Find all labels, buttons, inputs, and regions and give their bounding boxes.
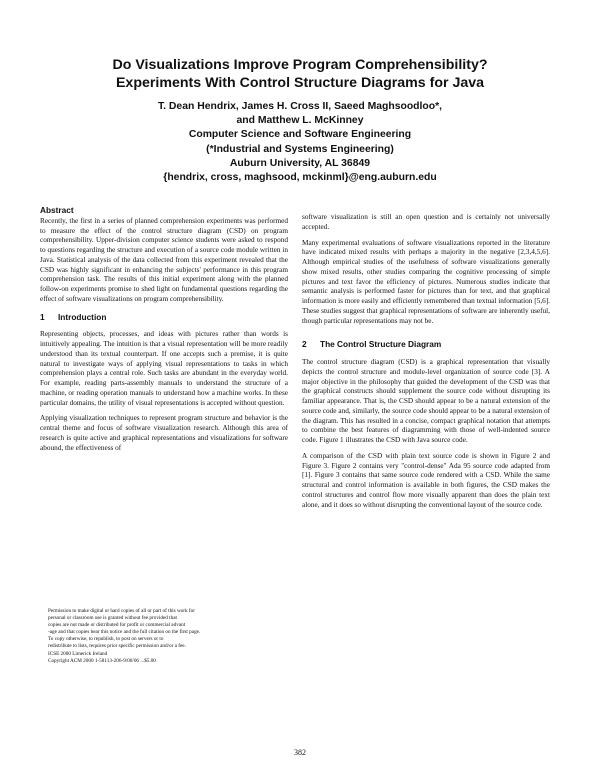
- paper-title: [40, 56, 560, 92]
- title-line-1: Do Visualizations Improve Program Comprehensibility?: [112, 57, 488, 73]
- csd-paragraph-1: The control structure diagram (CSD) is a graphical representation that visually depicts the control structure and module-level organization of source code [3]. A major objective in the philosophy that guided the development of the CSD was that the graphical constructs should supplement the source code without disrupting its familiar appearance. That is, the CSD should appear to be a natural extension of the source code and, similarly, the source code should appear to be a natural extension of the diagram. This has resulted in a concise, compact graphical notation that attempts to combine the best features of diagramming with those of well-indented source code. Figure 1 illustrates the CSD with Java source code.: [302, 358, 550, 444]
- csd-paragraph-2: A comparison of the CSD with plain text source code is shown in Figure 2 and Figure 3. Figure 2 contains very "control-dense" Ada 95 source code adapted from [1]. Figure 3 contains that same source code rendered with a CSD. While the same structural and control information is available in both figures, the CSD makes the control structures and control flow more visually apparent than does the plain text alone, and it does so without disrupting the conventional layout of the source code.: [302, 451, 550, 509]
- footnote-line: personal or classroom use is granted without fee provided that: [48, 615, 177, 622]
- section-1-heading: [40, 313, 288, 323]
- footnote-line: copies are not made or distributed for profit or commercial advant: [48, 622, 186, 629]
- author-university: Auburn University, AL 36849: [229, 157, 371, 169]
- intro-paragraph-4: Many experimental evaluations of software visualizations reported in the literature have indicated mixed results with perhaps a majority in the negative [2,3,4,5,6]. Although empirical studies of the usefulness of software visualizations generally show mixed results, other studies comparing the cognitive processing of simple pictures and text favor the efficiency of pictures. Numerous studies indicate that semantic analysis is performed faster for pictures than for text, and that graphical information is more easily and efficiently remembered than textual information [5,6]. These studies suggest that graphical representations of software are inherently useful, though particular representations may not be.: [302, 238, 550, 325]
- author-names: T. Dean Hendrix, James H. Cross II, Saeed Maghsoodloo*,: [157, 101, 443, 112]
- footnote-line: Copyright ACM 2000 1-58113-206-9/00/06 ...$5.00: [48, 657, 156, 664]
- section-1-number: 1: [40, 311, 45, 322]
- section-2-title: The Control Structure Diagram: [320, 339, 442, 350]
- abstract-heading: Abstract: [40, 205, 74, 215]
- footnote-line: redistribute to lists, requires prior specific permission and/or a fee.: [48, 643, 186, 650]
- author-department-2: (*Industrial and Systems Engineering): [206, 143, 394, 155]
- footnote-line: -age and that copies bear this notice and the full citation on the first page.: [48, 629, 201, 636]
- section-1-title: Introduction: [58, 311, 107, 322]
- section-2-number: 2: [302, 339, 307, 350]
- copyright-footnote: [48, 608, 278, 665]
- right-column: [302, 213, 550, 516]
- author-department: Computer Science and Software Engineering: [188, 129, 412, 141]
- author-names-cont: and Matthew L. McKinney: [236, 115, 364, 127]
- abstract-text: Recently, the first in a series of planned comprehension experiments was performed to measure the effect of the control structure diagram (CSD) on program comprehensibility. Upper-division computer science students were asked to respond to questions regarding the structure and execution of a source code module written in Java. Statistical analysis of the data collected from this experiment revealed that the CSD was highly significant in enhancing the subjects' performance in this program comprehension task. The results of this initial experiment along with the planned follow-on experiments promise to shed light on fundamental questions regarding the effect of software visualizations on program comprehensibility.: [40, 216, 288, 303]
- author-emails: {hendrix, cross, maghsood, mckinml}@eng.auburn.edu: [163, 172, 437, 184]
- author-block: [60, 100, 540, 185]
- left-column: [40, 206, 288, 459]
- intro-paragraph-3: software visualization is still an open question and is certainly not universally accepted.: [302, 213, 550, 231]
- page-number: 382: [294, 748, 306, 757]
- intro-paragraph-1: Representing objects, processes, and ideas with pictures rather than words is intuitively appealing. The intuition is that a visual representation will be more readily understood than its textual counterpart. If one accepts such a premise, it is quite natural to investigate ways of applying visual representations to tasks in which comprehension plays a central role. Such tasks are abundant in the everyday world. For example, reading parts-assembly manuals to understand the structure of a machine, or reading operation manuals to understand how a machine works. In these particular domains, the utility of visual representations is accepted without question.: [40, 330, 288, 407]
- section-2-heading: [302, 340, 550, 350]
- footnote-line: Permission to make digital or hard copies of all or part of this work for: [48, 608, 195, 614]
- footnote-line: To copy otherwise, to republish, to post on servers or to: [48, 636, 164, 643]
- title-line-2: Experiments With Control Structure Diagrams for Java: [115, 75, 485, 91]
- intro-paragraph-2: Applying visualization techniques to represent program structure and behavior is the central theme and focus of software visualization research. Although this area of research is quite active and graphical representations and visualizations for software abound, the effectiveness of: [40, 414, 288, 452]
- footnote-line: ICSE 2000 Limerick Ireland: [48, 650, 108, 657]
